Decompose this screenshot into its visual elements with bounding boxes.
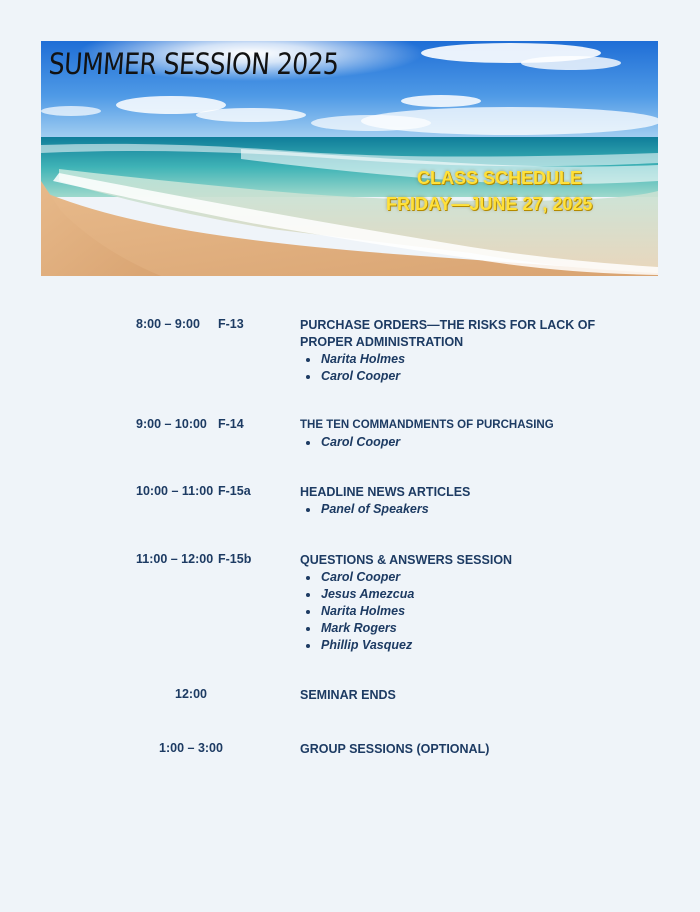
banner-title: SUMMER SESSION 2025 [47, 47, 340, 82]
session-details [300, 741, 630, 758]
session-code: F-15a [218, 484, 251, 498]
speaker-item: Carol Cooper [300, 434, 630, 451]
session-title: PURCHASE ORDERS—THE RISKS FOR LACK OF PROPER ADMINISTRATION [300, 318, 596, 349]
session-code: F-14 [218, 417, 244, 431]
session-time: 1:00 – 3:00 [159, 741, 223, 755]
session-title: GROUP SESSIONS (OPTIONAL) [300, 742, 490, 756]
header-banner [41, 41, 658, 276]
speaker-item: Mark Rogers [300, 620, 630, 637]
speaker-list [300, 569, 630, 654]
speaker-item: Narita Holmes [300, 603, 630, 620]
speaker-list [300, 351, 630, 385]
session-time: 12:00 [175, 687, 207, 701]
session-details [300, 484, 630, 518]
session-details [300, 317, 630, 385]
session-details [300, 687, 630, 704]
speaker-list [300, 434, 630, 451]
speaker-list [300, 501, 630, 518]
session-time: 8:00 – 9:00 [136, 317, 200, 331]
banner-subtitle-date-text: FRIDAY—JUNE 27, 2025 [386, 194, 593, 214]
session-title: QUESTIONS & ANSWERS SESSION [300, 553, 513, 567]
banner-subtitle-date [386, 194, 592, 215]
session-code: F-13 [218, 317, 244, 331]
speaker-item: Jesus Amezcua [300, 586, 630, 603]
session-title: SEMINAR ENDS [300, 688, 396, 702]
speaker-item: Phillip Vasquez [300, 637, 630, 654]
speaker-item: Narita Holmes [300, 351, 630, 368]
speaker-item: Panel of Speakers [300, 501, 630, 518]
session-title: THE TEN COMMANDMENTS OF PURCHASING [300, 419, 554, 431]
session-time: 11:00 – 12:00 [136, 552, 214, 566]
banner-subtitle-schedule: CLASS SCHEDULE [417, 168, 583, 188]
session-details [300, 552, 630, 654]
session-title: HEADLINE NEWS ARTICLES [300, 485, 471, 499]
session-time: 10:00 – 11:00 [136, 484, 214, 498]
speaker-item: Carol Cooper [300, 569, 630, 586]
session-details [300, 417, 630, 451]
session-code: F-15b [218, 552, 252, 566]
session-time: 9:00 – 10:00 [136, 417, 207, 431]
speaker-item: Carol Cooper [300, 368, 630, 385]
